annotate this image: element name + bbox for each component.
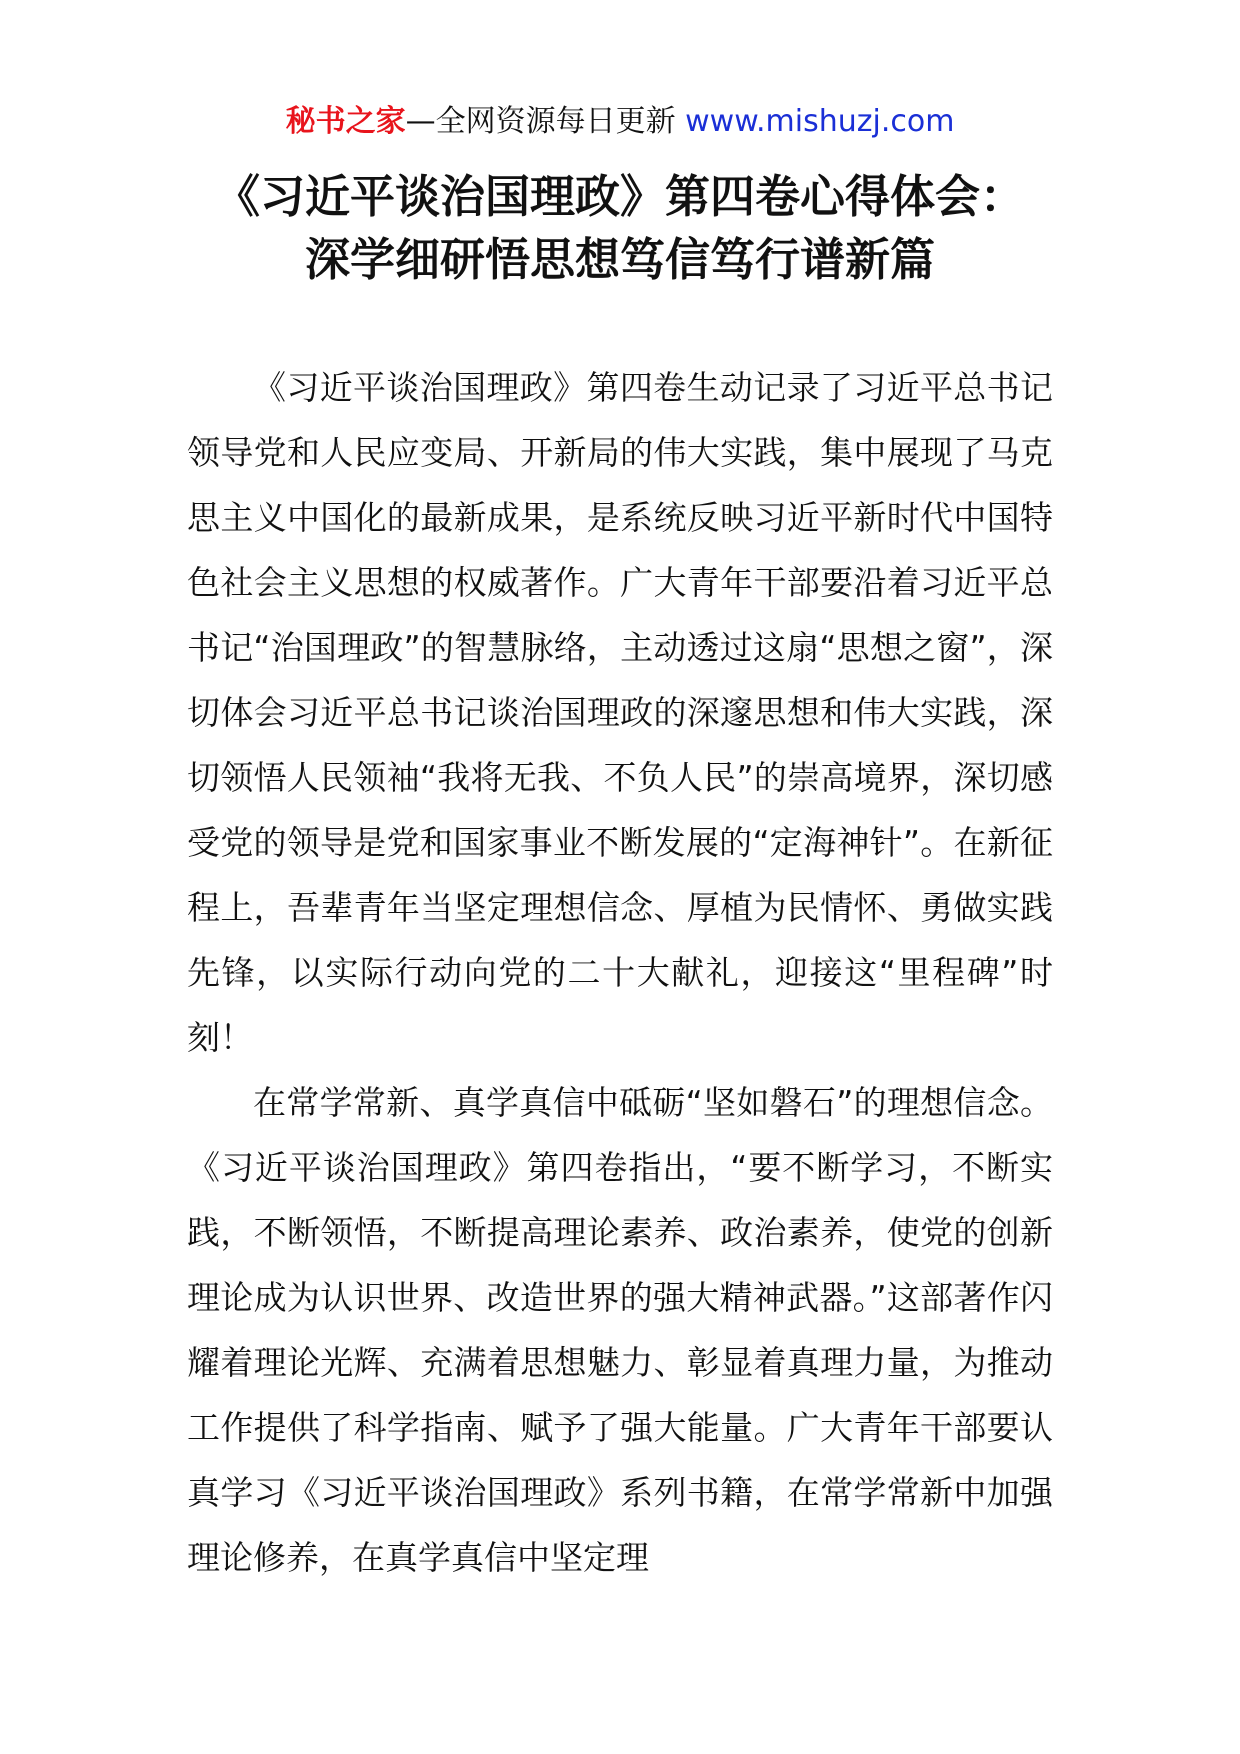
brand-name: 秘书之家 (285, 104, 406, 139)
title-line-2: 深学细研悟思想笃信笃行谱新篇 (304, 233, 935, 286)
header-tagline: —全网资源每日更新 (405, 104, 686, 139)
document-title (0, 165, 1240, 291)
paragraph: 《习近平谈治国理政》第四卷生动记录了习近平总书记领导党和人民应变局、开新局的伟大实践，集中展现了马克思主义中国化的最新成果，是系统反映习近平新时代中国特色社会主义思想的权威著作。广大青年干部要沿着习近平总书记“治国理政”的智慧脉络，主动透过这扇“思想之窗”，深切体会习近平总书记谈治国理政的深邃思想和伟大实践，深切领悟人民领袖“我将无我、不负人民”的崇高境界，深切感受党的领导是党和国家事业不断发展的“定海神针”。在新征程上，吾辈青年当坚定理想信念、厚植为民情怀、勇做实践先锋，以实际行动向党的二十大献礼，迎接这“里程碑”时刻！ (187, 368, 1053, 1057)
title-line-1: 《习近平谈治国理政》第四卷心得体会： (214, 170, 1025, 223)
paragraph: 在常学常新、真学真信中砥砺“坚如磐石”的理想信念。《习近平谈治国理政》第四卷指出，“要不断学习，不断实践，不断领悟，不断提高理论素养、政治素养，使党的创新理论成为认识世界、改造世界的强大精神武器。”这部著作闪耀着理论光辉、充满着思想魅力、彰显着真理力量，为推动工作提供了科学指南、赋予了强大能量。广大青年干部要认真学习《习近平谈治国理政》系列书籍，在常学常新中加强理论修养，在真学真信中坚定理 (187, 1083, 1053, 1577)
site-url-link[interactable]: www.mishuzj.com (685, 104, 955, 139)
site-header (0, 100, 1240, 144)
document-body (187, 355, 1053, 1590)
